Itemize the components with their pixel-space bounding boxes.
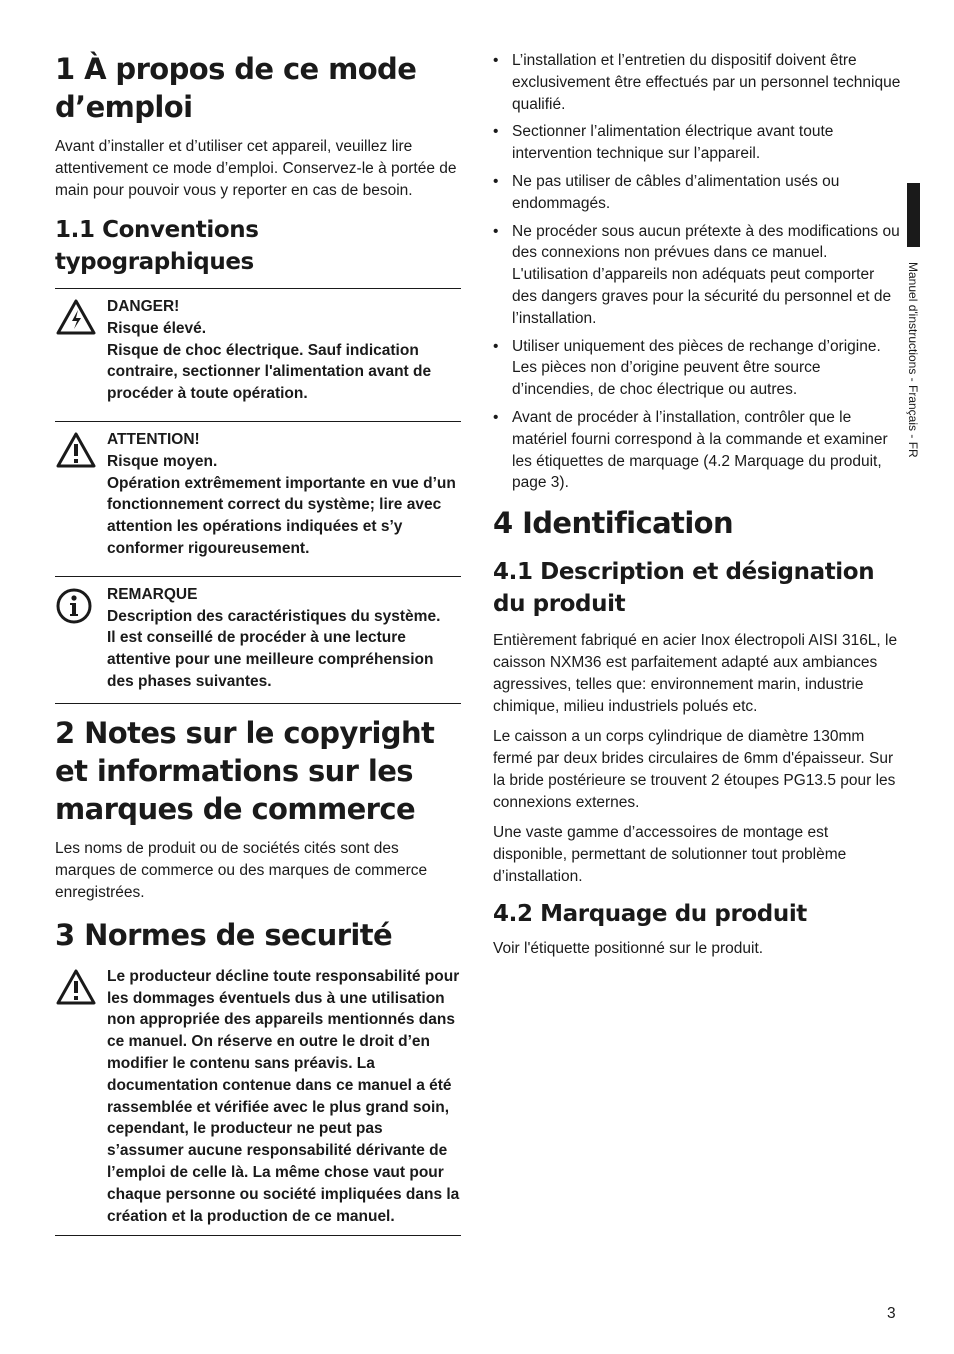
warning-triangle-icon xyxy=(55,429,107,560)
danger-notice-level: Risque élevé. xyxy=(107,319,207,337)
section-2-heading-line-1: 2 Notes sur le copyright xyxy=(55,715,435,750)
liability-notice xyxy=(55,966,461,1237)
attention-notice-body: Opération extrêmement importante en vue d’un fonctionnement correct du système; lire avec attention les opérations indiquées et s’y conformer rigoureusement. xyxy=(107,474,456,557)
warning-triangle-icon xyxy=(55,966,107,1228)
section-1-heading-line-2: d’emploi xyxy=(55,90,193,124)
right-column xyxy=(493,50,903,968)
danger-notice xyxy=(55,288,461,415)
section-1-1-heading: 1.1 Conventions typographiques xyxy=(55,217,259,275)
section-4-1-paragraph: Une vaste gamme d’accessoires de montage est disponible, permettant de solutionner tout problème d’installation. xyxy=(493,824,847,886)
list-item: • Utiliser uniquement des pièces de rechange d’origine. Les pièces non d’origine peuvent être source d’incendies, de choc électrique ou autres. xyxy=(493,336,903,401)
section-4-2-heading: 4.2 Marquage du produit xyxy=(493,901,807,928)
section-1-heading-line-1: 1 À propos de ce mode xyxy=(55,52,417,86)
side-tab-marker xyxy=(907,183,920,247)
section-1-heading xyxy=(55,50,461,126)
remark-notice-title: REMARQUE xyxy=(107,585,198,603)
section-2-heading-line-3: marques de commerce xyxy=(55,791,416,826)
section-4-1-paragraph: Entièrement fabriqué en acier Inox électropoli AISI 316L, le caisson NXM36 est parfaitement adapté aux ambiances agressives, telles que: environnement marin, industrie chimique, milieu industriels polués etc. xyxy=(493,632,898,716)
left-column xyxy=(55,50,461,1236)
safety-bullet-list xyxy=(493,50,903,494)
danger-notice-body: Risque de choc électrique. Sauf indication contraire, sectionner l'alimentation avant de procéder à toute opération. xyxy=(107,341,432,403)
section-4-heading: 4 Identification xyxy=(493,506,734,541)
info-circle-icon xyxy=(55,584,107,693)
list-item: • L’installation et l’entretien du dispositif doivent être exclusivement être effectués par un personnel technique qualifié. xyxy=(493,50,903,115)
list-item: • Ne pas utiliser de câbles d’alimentation usés ou endommagés. xyxy=(493,171,903,215)
section-4-1-heading: 4.1 Description et désignation du produit xyxy=(493,559,875,618)
attention-notice-title: ATTENTION! xyxy=(107,430,200,448)
section-4-1-paragraph: Le caisson a un corps cylindrique de diamètre 130mm fermé par deux brides circulaires de 6mm d'épaisseur. Sur la bride postérieure se trouvent 2 étoupes PG13.5 pour les connexions externes. xyxy=(493,728,896,812)
danger-notice-title: DANGER! xyxy=(107,298,180,315)
remark-notice-level: Description des caractéristiques du système. xyxy=(107,607,441,625)
page-number: 3 xyxy=(887,1305,896,1322)
section-4-2-text: Voir l'étiquette positionné sur le produit. xyxy=(493,940,764,958)
list-item: • Sectionner l’alimentation électrique avant toute intervention technique sur l’appareil. xyxy=(493,121,903,165)
attention-notice xyxy=(55,421,461,570)
high-voltage-warning-icon xyxy=(55,296,107,405)
list-item: • Ne procéder sous aucun prétexte à des modifications ou des connexions non prévues dans ce manuel. L'utilisation d’appareils non adéquats peut comporter des dangers graves pour la sécurité du personnel et de l’installation. xyxy=(493,221,903,330)
section-2-heading-line-2: et informations sur les xyxy=(55,753,413,788)
section-2-heading xyxy=(55,714,461,828)
liability-notice-text: Le producteur décline toute responsabilité pour les dommages éventuels dus à une utilisation non appropriée des appareils mentionnés dans ce manuel. On réserve en outre le droit d’en modifier le contenu sans préavis. La documentation contenue dans ce manuel a été rassemblée et vérifiée avec le plus grand soin, cependant, le producteur ne peut pas s’assumer aucune responsabilité dérivante de l’emploi de celle là. La même chose vaut pour chaque personne ou société impliquées dans la création et la production de ce manuel. xyxy=(107,967,460,1225)
side-tab-label: Manuel d'instructions - Français - FR xyxy=(906,262,920,458)
section-1-intro: Avant d’installer et d’utiliser cet appareil, veuillez lire attentivement ce mode d’emploi. Conservez-le à portée de main pour pouvoir vous y reporter en cas de besoin. xyxy=(55,138,457,199)
section-3-heading: 3 Normes de securité xyxy=(55,917,393,952)
attention-notice-level: Risque moyen. xyxy=(107,452,218,470)
section-2-text: Les noms de produit ou de sociétés cités sont des marques de commerce ou des marques de commerce enregistrées. xyxy=(55,839,428,901)
list-item: • Avant de procéder à l’installation, contrôler que le matériel fourni correspond à la commande et examiner les étiquettes de marquage (4.2 Marquage du produit, page 3). xyxy=(493,407,903,494)
remark-notice xyxy=(55,576,461,704)
remark-notice-body: Il est conseillé de procéder à une lecture attentive pour une meilleure compréhension des phases suivantes. xyxy=(107,629,434,690)
